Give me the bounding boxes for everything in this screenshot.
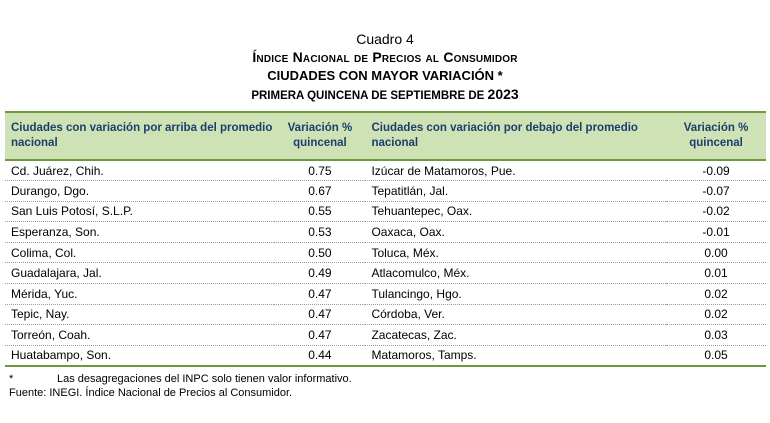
below-variation-cell: -0.01: [666, 222, 766, 243]
above-variation-cell: 0.75: [274, 160, 365, 181]
above-variation-cell: 0.47: [274, 304, 365, 325]
period-prefix: PRIMERA QUINCENA DE SEPTIEMBRE DE: [251, 90, 485, 102]
page-title: Índice Nacional de Precios al Consumidor: [252, 49, 518, 65]
above-city-cell: Tepic, Nay.: [5, 304, 274, 325]
header-above-variation: Variación % quincenal: [274, 112, 365, 160]
table-row: [5, 242, 766, 263]
above-city-cell: Colima, Col.: [5, 242, 274, 263]
below-city-cell: Oaxaca, Oax.: [365, 222, 666, 243]
header-below-variation: Variación % quincenal: [666, 112, 766, 160]
table-row: [5, 222, 766, 243]
table-row: [5, 304, 766, 325]
above-variation-cell: 0.47: [274, 284, 365, 305]
period-label: [0, 85, 770, 105]
table-row: [5, 160, 766, 181]
footnote-marker: *: [9, 373, 14, 385]
footnote: [9, 372, 352, 386]
above-city-cell: Huatabampo, Son.: [5, 345, 274, 366]
below-variation-cell: 0.05: [666, 345, 766, 366]
table-header-row: [5, 112, 766, 160]
header-below-cities: Ciudades con variación por debajo del promedio nacional: [365, 112, 666, 160]
below-variation-cell: 0.00: [666, 242, 766, 263]
above-variation-cell: 0.49: [274, 263, 365, 284]
below-variation-cell: -0.09: [666, 160, 766, 181]
header-above-cities: Ciudades con variación por arriba del promedio nacional: [5, 112, 274, 160]
below-city-cell: Córdoba, Ver.: [365, 304, 666, 325]
cities-variation-table: [5, 111, 766, 367]
page-subtitle: CIUDADES CON MAYOR VARIACIÓN *: [267, 68, 503, 83]
above-variation-cell: 0.55: [274, 201, 365, 222]
below-variation-cell: 0.03: [666, 325, 766, 346]
table-row: [5, 325, 766, 346]
below-city-cell: Tepatitlán, Jal.: [365, 181, 666, 202]
above-variation-cell: 0.67: [274, 181, 365, 202]
below-city-cell: Matamoros, Tamps.: [365, 345, 666, 366]
table-body: [5, 160, 766, 366]
above-variation-cell: 0.50: [274, 242, 365, 263]
above-city-cell: Mérida, Yuc.: [5, 284, 274, 305]
below-variation-cell: 0.02: [666, 284, 766, 305]
footnote-text: Las desagregaciones del INPC solo tienen valor informativo.: [57, 373, 352, 385]
below-variation-cell: -0.02: [666, 201, 766, 222]
cuadro-label: Cuadro 4: [356, 31, 414, 47]
below-city-cell: Zacatecas, Zac.: [365, 325, 666, 346]
below-city-cell: Toluca, Méx.: [365, 242, 666, 263]
above-variation-cell: 0.44: [274, 345, 365, 366]
table-title-block: [0, 30, 770, 105]
below-city-cell: Atlacomulco, Méx.: [365, 263, 666, 284]
table-row: [5, 201, 766, 222]
below-city-cell: Tehuantepec, Oax.: [365, 201, 666, 222]
table-notes: [9, 372, 352, 400]
above-variation-cell: 0.53: [274, 222, 365, 243]
below-city-cell: Izúcar de Matamoros, Pue.: [365, 160, 666, 181]
above-city-cell: San Luis Potosí, S.L.P.: [5, 201, 274, 222]
table-row: [5, 345, 766, 366]
table-row: [5, 263, 766, 284]
below-city-cell: Tulancingo, Hgo.: [365, 284, 666, 305]
above-city-cell: Esperanza, Son.: [5, 222, 274, 243]
source-note: Fuente: INEGI. Índice Nacional de Precios al Consumidor.: [9, 387, 293, 399]
below-variation-cell: 0.02: [666, 304, 766, 325]
table-row: [5, 181, 766, 202]
above-city-cell: Durango, Dgo.: [5, 181, 274, 202]
above-city-cell: Guadalajara, Jal.: [5, 263, 274, 284]
above-variation-cell: 0.47: [274, 325, 365, 346]
table-row: [5, 284, 766, 305]
below-variation-cell: -0.07: [666, 181, 766, 202]
period-year: 2023: [487, 86, 519, 102]
above-city-cell: Torreón, Coah.: [5, 325, 274, 346]
below-variation-cell: 0.01: [666, 263, 766, 284]
above-city-cell: Cd. Juárez, Chih.: [5, 160, 274, 181]
